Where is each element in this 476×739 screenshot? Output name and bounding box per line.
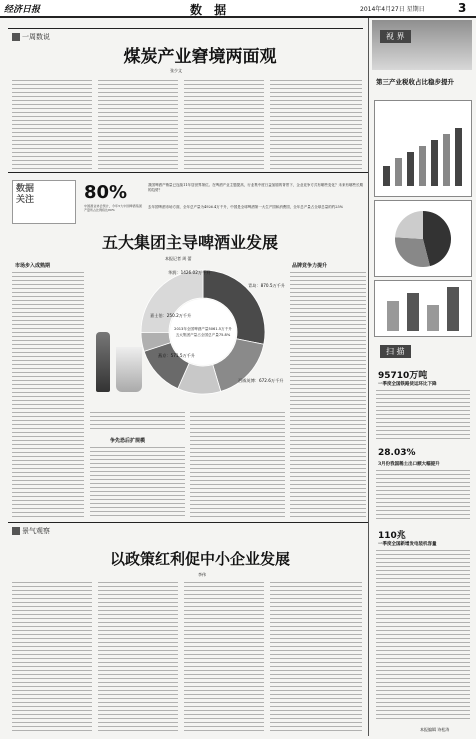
pie-ring-label: 燕京：571.5万千升 (158, 353, 196, 358)
scan-item-title: 一季度全国新增发电装机容量 (378, 542, 437, 547)
sidebar-pie-slice (395, 211, 423, 239)
beer-glass-icon (116, 347, 142, 392)
beer-chart-area (88, 262, 288, 412)
article-column-3 (184, 80, 264, 175)
beer-bottle-icon (96, 332, 110, 392)
page-header (0, 0, 476, 18)
vision-label: 视 界 (380, 30, 411, 43)
sidebar-bar (431, 140, 438, 186)
tax-column-chart-graphic (375, 281, 471, 336)
sidebar-bar (383, 166, 390, 186)
sidebar-bar (443, 134, 450, 186)
stat-caption: 中国酒业协会预计，今年5大中国啤酒集团产量所占比例将达80% (84, 204, 142, 213)
tag-label: 景气观察 (22, 527, 50, 535)
tag-square-icon (12, 527, 20, 535)
sidebar-banner-image (372, 20, 472, 70)
section-tag-outlook (12, 526, 50, 536)
data-focus-badge (12, 180, 76, 224)
scan-item-title: 一季度全国铁路货运环比下降 (378, 382, 437, 387)
bottom-column-1 (12, 582, 92, 732)
subhead-expand: 争先恐后扩规模 (110, 438, 146, 444)
bottom-column-3 (184, 582, 264, 732)
pie-ring-label: 嘉士伯：250.2万千升 (150, 313, 192, 318)
sidebar-column (407, 293, 419, 331)
feature-column-4 (290, 272, 366, 517)
feature-title: 五大集团主导啤酒业发展 (101, 233, 278, 252)
article-byline: 张少文 (170, 68, 182, 73)
article-title: 煤炭产业窘境两面观 (123, 47, 277, 67)
reporter-credit: 本报编辑 诗松涛 (420, 727, 450, 732)
bottom-column-2 (98, 582, 178, 732)
page-number: 3 (458, 1, 467, 15)
pie-center-text: 五大集团产量占全国总产量75.8% (175, 333, 231, 337)
scan-item-body (376, 550, 470, 720)
scan-label: 扫 描 (380, 345, 411, 358)
scan-item-body (376, 390, 470, 442)
feature-column-3 (190, 412, 285, 517)
divider (8, 522, 368, 523)
feature-column-1 (12, 272, 84, 517)
vision-title: 第三产业税收占比稳步提升 (376, 78, 454, 86)
masthead: 经济日报 (4, 5, 41, 15)
feature-chart-note (90, 412, 185, 432)
sidebar-bar-chart (374, 100, 472, 197)
scan-item-value: 28.03% (378, 448, 416, 458)
feature-quote-1: 我国啤酒产销量已连续11年居世界第位。在啤酒产业主题提高，行业集中度日益加剧的背景下，企业竞争方式有哪些变化？未来有哪些长期的趋势？ (148, 183, 363, 192)
scan-item-value: 110兆 (378, 531, 406, 541)
pie-ring-label: 青岛：870.5万千升 (248, 283, 286, 288)
sidebar-pie-chart (374, 200, 472, 277)
tax-bar-chart-graphic (375, 101, 471, 196)
sidebar-divider (368, 18, 369, 736)
pie-ring-label: 百威英博：672.6万千升 (238, 378, 284, 383)
sidebar-column (387, 301, 399, 331)
divider (8, 172, 368, 173)
tag-square-icon (12, 33, 20, 41)
sidebar-bar (455, 128, 462, 186)
feature-quote-2: 去年国啤酒市场方面，全年总产量为4926.4万千升，中国是全球啤酒第一大生产国和消费国，全年总产量占全球总量的约25% (148, 205, 344, 209)
divider (8, 28, 363, 29)
sidebar-bar (395, 158, 402, 186)
feature-column-2 (90, 447, 185, 517)
feature-byline: 本报记者 周 蕾 (165, 256, 192, 261)
subhead-mature: 市场步入成熟期 (15, 263, 51, 269)
sidebar-column (427, 305, 439, 331)
tag-label: 一周数说 (22, 33, 50, 41)
bottom-column-4 (270, 582, 362, 732)
issue-date: 2014年4月27日 星期日 (360, 6, 425, 13)
article-column-1 (12, 80, 92, 175)
scan-item-title: 3月份我国稀土出口额大幅提升 (378, 462, 440, 467)
stat-value: 80% (84, 182, 128, 203)
sidebar-bar (419, 146, 426, 186)
sidebar-bar (407, 152, 414, 186)
data-focus-label: 数据关注 (16, 184, 35, 205)
pie-center-text: 2013年全国啤酒产量5061.5万千升 (174, 327, 232, 331)
sidebar-column (447, 287, 459, 331)
section-title: 数 据 (190, 3, 231, 17)
section-tag-weekly (12, 32, 50, 42)
subhead-brand: 品牌竞争力提升 (292, 263, 328, 269)
article-column-2 (98, 80, 178, 175)
article-column-4 (270, 80, 362, 175)
scan-item-value: 95710万吨 (378, 371, 428, 381)
bottom-article-title: 以政策红利促中小企业发展 (109, 550, 290, 568)
bottom-article-byline: 李伟 (198, 572, 206, 577)
sidebar-column-chart (374, 280, 472, 337)
tax-pie-chart-graphic (375, 201, 471, 276)
pie-ring-label: 华润：1426.02万千升 (168, 270, 211, 275)
scan-item-body (376, 470, 470, 522)
